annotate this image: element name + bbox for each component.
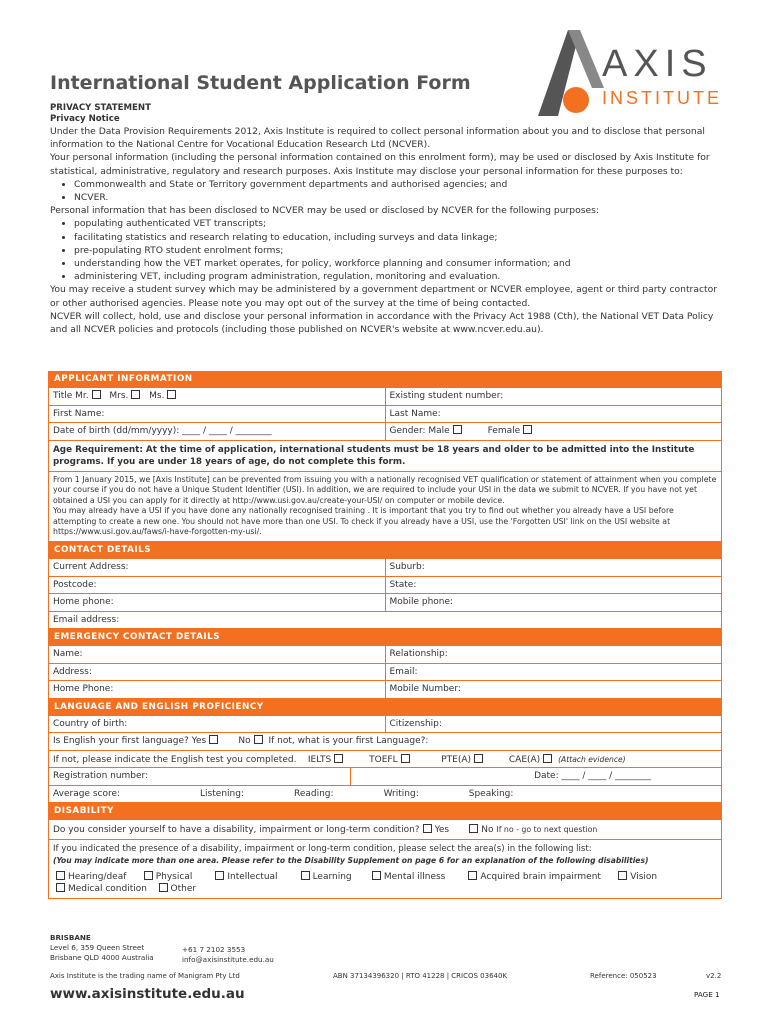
footer-abn: ABN 37134396320 | RTO 41228 | CRICOS 03640K <box>333 972 508 980</box>
ec-email-field[interactable]: Email: <box>385 664 722 681</box>
last-name-field[interactable]: Last Name: <box>385 406 722 423</box>
ec-relationship-field[interactable]: Relationship: <box>385 646 722 663</box>
listening-field[interactable]: Listening: <box>200 788 244 799</box>
english-no-checkbox[interactable] <box>254 735 263 744</box>
reading-field[interactable]: Reading: <box>293 788 334 799</box>
footer-city: BRISBANE <box>50 933 91 942</box>
mrs-checkbox[interactable] <box>131 390 140 399</box>
address-field[interactable]: Current Address: <box>53 562 129 573</box>
brain-impairment-checkbox[interactable] <box>468 871 477 880</box>
age-requirement: Age Requirement: At the time of application, international students must be 18 years and older to be admitted into the Institute programs. If you are under 18 years of age, do not complete this form. <box>48 441 722 472</box>
other-checkbox[interactable] <box>159 883 168 892</box>
list-item: • facilitating statistics and research relating to education, including surveys and data linkage; <box>74 231 720 244</box>
footer-phone: +61 7 2102 3553 <box>182 945 246 954</box>
page-title: International Student Application Form <box>50 72 471 94</box>
email-field[interactable]: Email address: <box>53 614 120 625</box>
home-phone-field[interactable]: Home phone: <box>53 597 114 608</box>
privacy-p1: Under the Data Provision Requirements 2012, Axis Institute is required to collect personal information about you and to disclose that personal information to the National Centre for Vocational Education Research Ltd (NCVER). <box>50 126 705 151</box>
footer-trading: Axis Institute is the trading name of Manigram Pty Ltd <box>50 972 240 980</box>
writing-field[interactable]: Writing: <box>383 788 419 799</box>
dob-field[interactable]: Date of birth (dd/mm/yyyy): ____ / ____ / ________ <box>53 426 272 436</box>
hearing-checkbox[interactable] <box>56 871 65 880</box>
speaking-field[interactable]: Speaking: <box>468 788 514 799</box>
footer-addr2: Brisbane QLD 4000 Australia <box>50 953 154 962</box>
page-number: PAGE 1 <box>694 990 720 999</box>
section-disability: DISABILITY <box>48 803 722 820</box>
ec-name-field[interactable]: Name: <box>53 649 83 660</box>
logo-institute-text: INSTITUTE <box>602 88 722 108</box>
state-field[interactable]: State: <box>385 577 722 594</box>
disability-yes-checkbox[interactable] <box>423 824 432 833</box>
website-link[interactable]: www.axisinstitute.edu.au <box>50 986 245 1002</box>
pte-checkbox[interactable] <box>474 754 483 763</box>
english-yes-checkbox[interactable] <box>209 735 218 744</box>
list-item: • administering VET, including program administration, regulation, monitoring and evaluation. <box>74 270 720 283</box>
test-date-field[interactable]: Date: ____ / ____ / ________ <box>350 768 722 785</box>
male-checkbox[interactable] <box>453 425 462 434</box>
privacy-statement <box>50 103 720 336</box>
vision-checkbox[interactable] <box>618 871 627 880</box>
privacy-p3: Personal information that has been disclosed to NCVER may be used or disclosed by NCVER for the following purposes: <box>50 205 600 217</box>
country-of-birth-field[interactable]: Country of birth: <box>53 718 128 729</box>
logo-axis-text: AXIS <box>602 43 713 85</box>
physical-checkbox[interactable] <box>144 871 153 880</box>
privacy-list1 <box>74 178 720 204</box>
section-language: LANGUAGE AND ENGLISH PROFICIENCY <box>48 699 722 716</box>
ec-home-phone-field[interactable]: Home Phone: <box>53 684 114 695</box>
female-checkbox[interactable] <box>523 425 532 434</box>
footer-addr1: Level 6, 359 Queen Street <box>50 943 145 952</box>
privacy-p5: NCVER will collect, hold, use and disclose your personal information in accordance with the Privacy Act 1988 (Cth), the National VET Data Policy and all NCVER policies and protocols (including those published on NCVER's website at www.ncver.edu.au). <box>50 310 714 336</box>
mobile-phone-field[interactable]: Mobile phone: <box>385 594 722 611</box>
citizenship-field[interactable]: Citizenship: <box>385 716 722 733</box>
footer-version: v2.2 <box>706 972 722 980</box>
first-name-field[interactable]: First Name: <box>53 408 105 419</box>
suburb-field[interactable]: Suburb: <box>385 559 722 576</box>
footer-email: info@axisinstitute.edu.au <box>182 955 274 964</box>
footer-ref: Reference: 050523 <box>590 972 657 980</box>
privacy-p4: You may receive a student survey which may be administered by a government department or NCVER employee, agent or third party contractor or other authorised agencies. Please note you may opt out of the survey at the time of being contacted. <box>50 284 718 309</box>
ielts-checkbox[interactable] <box>334 754 343 763</box>
mental-illness-checkbox[interactable] <box>372 871 381 880</box>
privacy-heading: PRIVACY STATEMENT <box>50 103 151 113</box>
mr-checkbox[interactable] <box>92 390 101 399</box>
learning-checkbox[interactable] <box>301 871 310 880</box>
list-item: • understanding how the VET market operates, for policy, workforce planning and consumer information; and <box>74 257 720 270</box>
application-form: APPLICANT INFORMATION Title Mr. Mrs. Ms. Existing student number: First Name: Last Name: Date of birth (dd/mm/yyyy): ____ / ____ / ________ Gender: Male Female Age Requirement: At the time of application, international students must be 18 years and older to be admitted into the Institute programs. If you are under 18 years of age, do not complete this form. From 1 January 2015, we [Axis Institute] can be prevented from issuing you with a nationally recognised VET qualification or statement of attainment when you complete your course if you do not have a Unique Student Identifier (USI). In addition, we are required to include your USI in the data we submit to NCVER. If you have not yet obtained a USI you can apply for it directly at http://www.usi.gov.au/create-your-USI/ on computer or mobile device. You may already have a USI if you have done any nationally recognised training . It is important that you try to find out whether you already have a USI before attempting to create a new one. You should not have more than one USI. To check if you already have a USI, use the 'Forgotten USI' link on the USI website at https://www.usi.gov.au/faws/i-have-forgotten-my-usi/. CONTACT DETAILS Current Address: Suburb: Postcode: State: Home phone: Mobile phone: Email address: EMERGENCY CONTACT DETAILS Name: Relationship: Address: Email: Home Phone: Mobile Number: LANGUAGE AND ENGLISH PROFICIENCY Country of birth: Citizenship: Is English your first language? Yes No If not, what is your first Language?: If not, please indicate the English test you completed. IELTS TOEFL PTE(A) CAE(A) (Attach evidence) Registration number: Date: ____ / ____ / ________ Average score: Listening: Reading: Writing: Speaking: DISABILITY Do you consider yourself to have a disability, impairment or long-term condition? Yes No If no - go to next question If you indicated the presence of a disability, impairment or long-term condition, please select the area(s) in the following list: (You may indicate more than one area. Please refer to the Disability Supplement on page 6 for an explanation of the following disabilities) Hearing/deaf Physical Intellectual Learning Mental illness Acquired brain impairment Vision Medical condition Other <box>48 371 722 899</box>
disability-note: (You may indicate more than one area. Please refer to the Disability Supplement on page 6 for an explanation of the following disabilities) <box>53 856 649 866</box>
postcode-field[interactable]: Postcode: <box>53 579 97 590</box>
intellectual-checkbox[interactable] <box>215 871 224 880</box>
list-item: • Commonwealth and State or Territory government departments and authorised agencies; and <box>74 178 720 191</box>
list-item: • pre-populating RTO student enrolment forms; <box>74 244 720 257</box>
privacy-list2 <box>74 217 720 283</box>
section-applicant: APPLICANT INFORMATION <box>48 371 722 388</box>
list-item: • populating authenticated VET transcripts; <box>74 217 720 230</box>
logo-stroke-light <box>568 30 604 88</box>
privacy-p2: Your personal information (including the personal information contained on this enrolment form), may be used or disclosed by Axis Institute for statistical, administrative, regulatory and research purposes. Axis Institute may disclose your personal information for these purposes to: <box>50 152 710 177</box>
disability-no-checkbox[interactable] <box>469 824 478 833</box>
ec-mobile-field[interactable]: Mobile Number: <box>385 681 722 698</box>
cae-checkbox[interactable] <box>543 754 552 763</box>
medical-checkbox[interactable] <box>56 883 65 892</box>
section-contact: CONTACT DETAILS <box>48 542 722 559</box>
list-item: • NCVER. <box>74 191 720 204</box>
usi-note: From 1 January 2015, we [Axis Institute] can be prevented from issuing you with a nationally recognised VET qualification or statement of attainment when you complete your course if you do not have a Unique Student Identifier (USI). In addition, we are required to include your USI in the data we submit to NCVER. If you have not yet obtained a USI you can apply for it directly at http://www.usi.gov.au/create-your-USI/ on computer or mobile device. You may already have a USI if you have done any nationally recognised training . It is important that you try to find out whether you already have a USI before attempting to create a new one. You should not have more than one USI. To check if you already have a USI, use the 'Forgotten USI' link on the USI website at https://www.usi.gov.au/faws/i-have-forgotten-my-usi/. <box>48 472 722 543</box>
privacy-subheading: Privacy Notice <box>50 114 120 124</box>
ec-address-field[interactable]: Address: <box>53 666 92 677</box>
ms-checkbox[interactable] <box>167 390 176 399</box>
registration-field[interactable]: Registration number: <box>53 771 149 782</box>
toefl-checkbox[interactable] <box>401 754 410 763</box>
disability-indicate: If you indicated the presence of a disability, impairment or long-term condition, please select the area(s) in the following list: <box>53 844 592 855</box>
existing-student-field[interactable]: Existing student number: <box>385 388 722 405</box>
section-emergency: EMERGENCY CONTACT DETAILS <box>48 629 722 646</box>
